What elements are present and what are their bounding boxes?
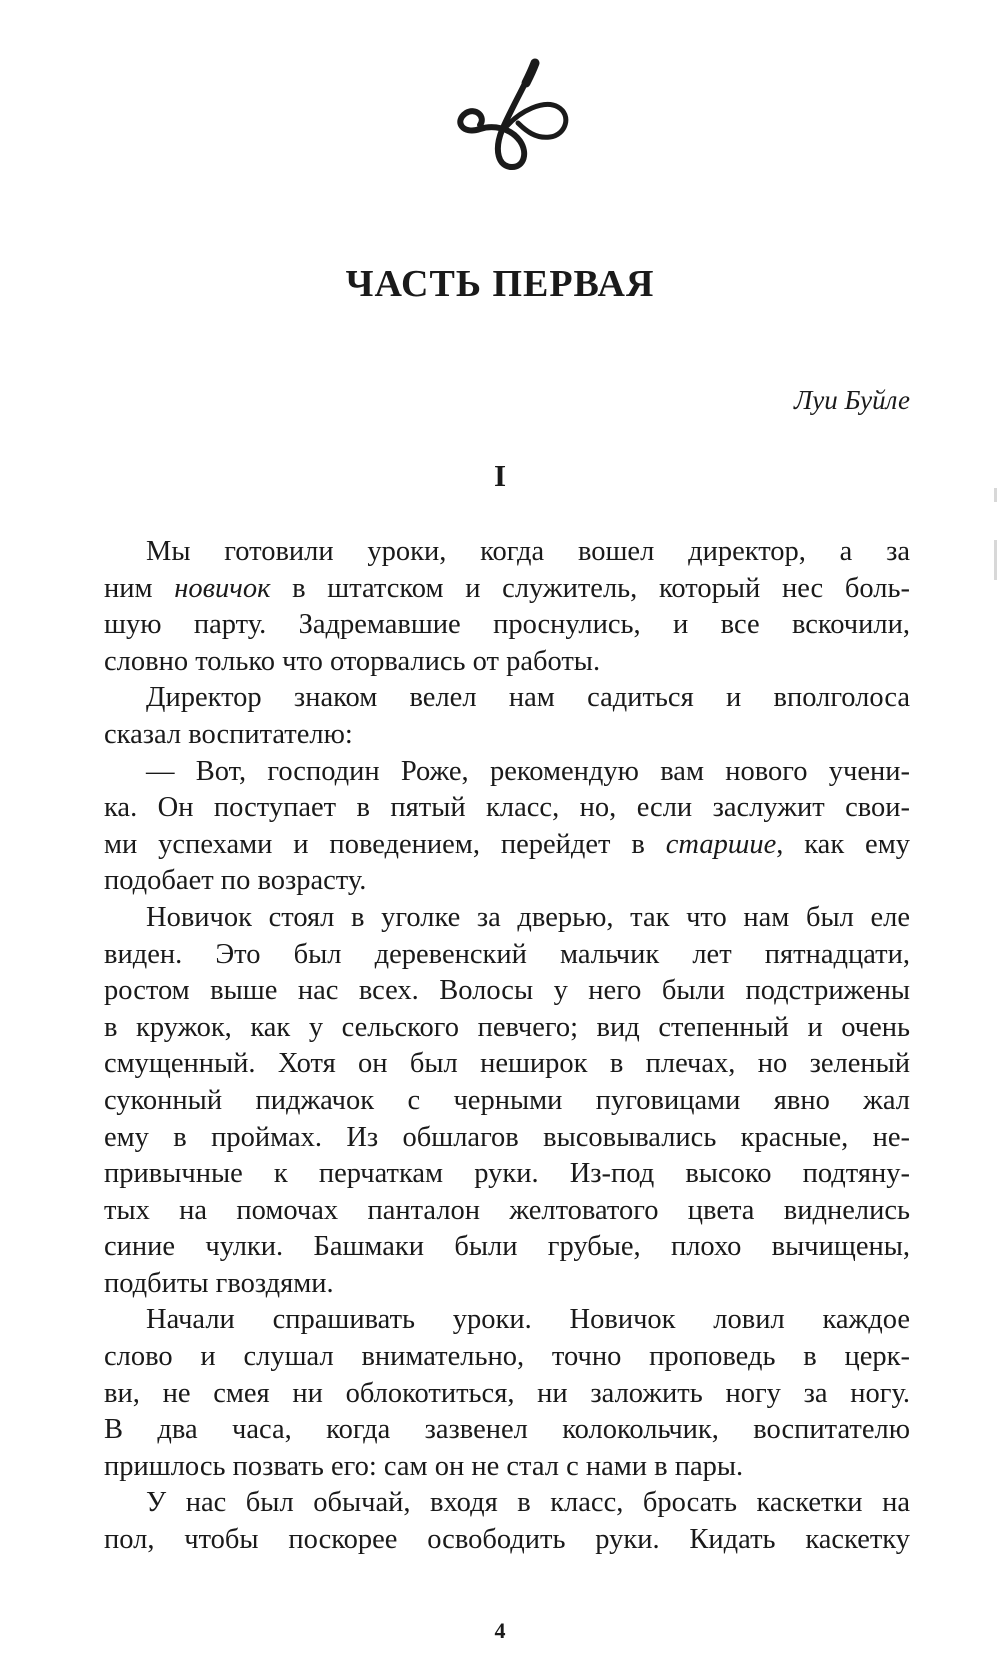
page-number: 4 xyxy=(494,1618,506,1643)
text-segment: словно только что оторвались от работы. xyxy=(104,645,601,677)
text-segment: подобает по возрасту. xyxy=(104,865,367,897)
text-segment: подбиты гвоздями. xyxy=(104,1267,334,1299)
chapter-body-text xyxy=(104,534,910,1559)
page-edge-mark xyxy=(994,540,997,580)
text-line xyxy=(104,571,910,608)
text-line xyxy=(104,754,910,791)
chapter-number: I xyxy=(493,458,507,493)
text-line xyxy=(104,1339,910,1376)
text-line xyxy=(104,827,910,864)
text-segment: ка. Он поступает в пятый класс, но, если заслужит свои- xyxy=(104,792,910,824)
text-line xyxy=(104,790,910,827)
text-segment: Директор знаком велел нам садиться и вполголоса xyxy=(146,682,910,714)
text-line xyxy=(104,1376,910,1413)
text-line xyxy=(104,717,910,754)
text-line xyxy=(104,1412,910,1449)
calligraphic-flourish-ornament xyxy=(440,55,580,180)
text-segment: , как ему xyxy=(776,828,910,860)
text-line xyxy=(104,1046,910,1083)
text-line xyxy=(104,1083,910,1120)
text-segment: в кружок, как у сельского певчего; вид степенный и очень xyxy=(104,1011,910,1043)
text-line xyxy=(104,1010,910,1047)
text-line xyxy=(104,1229,910,1266)
text-line xyxy=(104,607,910,644)
dedication: Луи Буйле xyxy=(793,385,910,415)
text-segment: ви, не смея ни облокотиться, ни заложить ногу за ногу. xyxy=(104,1377,910,1409)
text-line xyxy=(104,1302,910,1339)
text-segment: синие чулки. Башмаки были грубые, плохо вычищены, xyxy=(104,1231,910,1263)
text-line xyxy=(104,680,910,717)
text-segment: пришлось позвать его: сам он не стал с нами в пары. xyxy=(104,1450,744,1482)
text-line xyxy=(104,863,910,900)
text-segment: виден. Это был деревенский мальчик лет пятнадцати, xyxy=(104,938,910,970)
italic-word: новичок xyxy=(174,572,271,604)
text-line xyxy=(104,1156,910,1193)
text-segment: шую парту. Задремавшие проснулись, и все вскочили, xyxy=(104,609,910,641)
text-segment: сказал воспитателю: xyxy=(104,718,353,750)
text-line xyxy=(104,644,910,681)
text-segment: ростом выше нас всех. Волосы у него были подстрижены xyxy=(104,975,910,1007)
text-segment: В два часа, когда зазвенел колокольчик, воспитателю xyxy=(104,1414,910,1446)
text-segment: ним xyxy=(104,572,175,604)
text-segment: ему в проймах. Из обшлагов высовывались красные, не- xyxy=(104,1121,910,1153)
text-segment: ми успехами и поведением, перейдет в xyxy=(104,828,666,860)
text-segment: слово и слушал внимательно, точно проповедь в церк- xyxy=(104,1341,910,1373)
text-segment: Начали спрашивать уроки. Новичок ловил каждое xyxy=(146,1304,910,1336)
text-line xyxy=(104,1522,910,1559)
text-segment: — Вот, господин Роже, рекомендую вам нового учени- xyxy=(146,755,910,787)
italic-word: старшие xyxy=(665,828,777,860)
text-line xyxy=(104,1193,910,1230)
text-segment: тых на помочах панталон желтоватого цвета виднелись xyxy=(104,1194,910,1226)
text-segment: суконный пиджачок с черными пуговицами явно жал xyxy=(104,1084,910,1116)
text-line xyxy=(104,1485,910,1522)
text-segment: в штатском и служитель, который нес боль- xyxy=(270,572,910,604)
text-segment: смущенный. Хотя он был неширок в плечах, но зеленый xyxy=(104,1048,910,1080)
text-segment: Новичок стоял в уголке за дверью, так что нам был еле xyxy=(146,901,910,933)
text-line xyxy=(104,1120,910,1157)
text-line xyxy=(104,1266,910,1303)
text-line xyxy=(104,534,910,571)
part-title: ЧАСТЬ ПЕРВАЯ xyxy=(345,263,655,305)
text-segment: Мы готовили уроки, когда вошел директор, а за xyxy=(146,536,910,567)
text-segment: привычные к перчаткам руки. Из-под высоко подтяну- xyxy=(104,1158,910,1190)
text-line xyxy=(104,1449,910,1486)
text-segment: пол, чтобы поскорее освободить руки. Кидать каскетку xyxy=(104,1524,910,1556)
text-line xyxy=(104,973,910,1010)
text-line xyxy=(104,900,910,937)
text-line xyxy=(104,937,910,974)
page-edge-mark xyxy=(994,488,997,502)
text-segment: У нас был обычай, входя в класс, бросать каскетки на xyxy=(146,1487,910,1519)
